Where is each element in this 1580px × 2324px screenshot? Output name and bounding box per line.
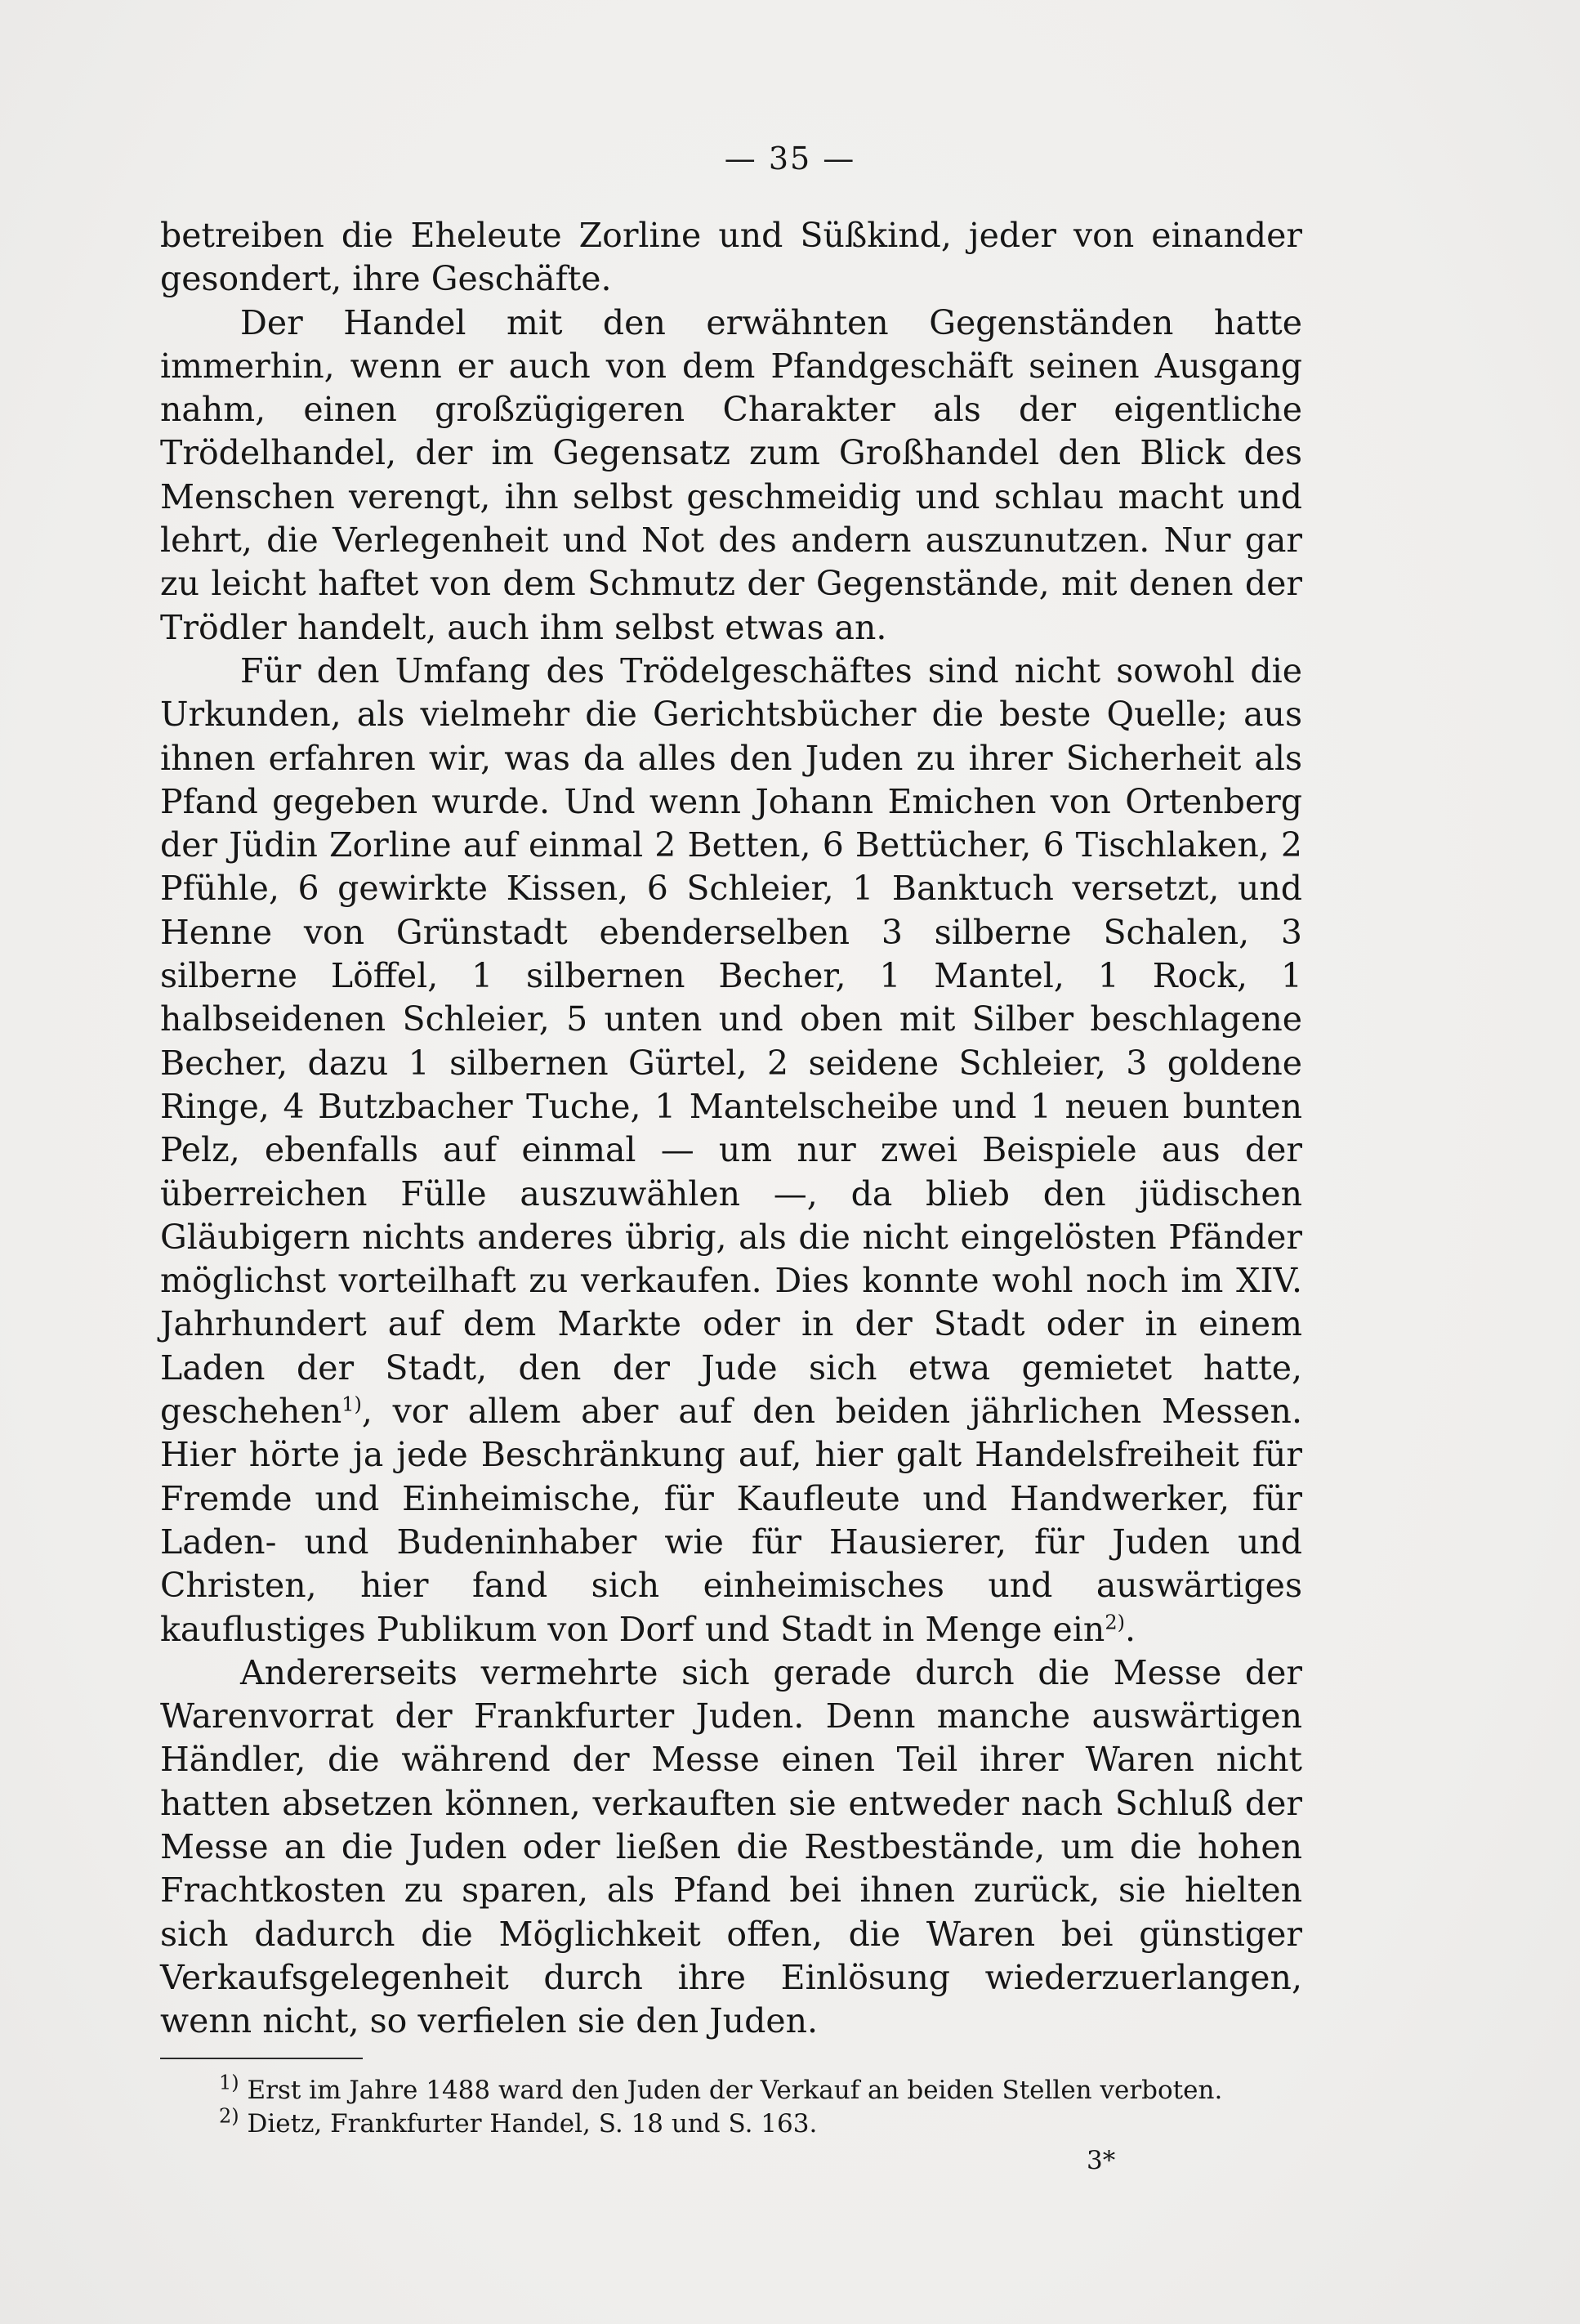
footnote-ref-2: 2) [1105, 1610, 1125, 1634]
paragraph-text: . [1124, 1609, 1136, 1649]
main-text [160, 214, 1302, 2043]
footnote-marker: 2) [219, 2104, 239, 2128]
paragraph-trade-character: Der Handel mit den erwähnten Gegenständen hatte immerhin, wenn er auch von dem Pfandgeschäft seinen Ausgang nahm, einen großzügigeren Charakter als der eigentliche Trödelhandel, der im Gegensatz zum Großhandel den Blick des Menschen verengt, ihn selbst geschmeidig und schlau macht und lehrt, die Verlegenheit und Not des andern auszunutzen. Nur gar zu leicht haftet von dem Schmutz der Gegenstände, mit denen der Trödler handelt, auch ihm selbst etwas an. [160, 302, 1302, 647]
footnote-marker: 1) [219, 2071, 239, 2094]
footnote-2 [160, 2104, 1302, 2141]
footnotes [160, 2071, 1302, 2141]
footnote-text: Dietz, Frankfurter Handel, S. 18 und S. 163. [247, 2109, 818, 2139]
paragraph-fair-stock: Andererseits vermehrte sich gerade durch die Messe der Warenvorrat der Frankfurter Juden. Denn manche auswärtigen Händler, die während der Messe einen Teil ihrer Waren nicht hatten absetzen können, verkauften sie entweder nach Schluß der Messe an die Juden oder ließen die Restbestände, um die hohen Frachtkosten zu sparen, als Pfand bei ihnen zurück, sie hielten sich dadurch die Möglichkeit offen, die Waren bei günstiger Verkaufsgelegenheit durch ihre Einlösung wiederzuerlangen, wenn nicht, so verfielen sie den Juden. [160, 1652, 1302, 2041]
footnote-1 [160, 2071, 1302, 2107]
footnote-divider [160, 2058, 363, 2059]
paragraph-continuation: betreiben die Eheleute Zorline und Süßkind, jeder von einander gesondert, ihre Geschäfte. [160, 216, 1302, 299]
paragraph-text: , vor allem aber auf den beiden jährlichen Messen. Hier hörte ja jede Beschränkung auf, hier galt Handelsfreiheit für Fremde und Einheimische, für Kaufleute und Handwerker, für Laden- und Budeninhaber wie für Hausierer, für Juden und Christen, hier fand sich einheimisches und auswärtiges kauflustiges Publikum von Dorf und Stadt in Menge ein [160, 1392, 1302, 1649]
signature-mark: 3* [1087, 2146, 1116, 2175]
paragraph-pawn-trade [160, 650, 1302, 1651]
page-number: — 35 — [724, 141, 856, 177]
paragraph-text: Für den Umfang des Trödelgeschäftes sind nicht sowohl die Urkunden, als vielmehr die Gerichtsbücher die beste Quelle; aus ihnen erfahren wir, was da alles den Juden zu ihrer Sicherheit als Pfand gegeben wurde. Und wenn Johann Emichen von Ortenberg der Jüdin Zorline auf einmal 2 Betten, 6 Bettücher, 6 Tischlaken, 2 Pfühle, 6 gewirkte Kissen, 6 Schleier, 1 Banktuch versetzt, und Henne von Grünstadt ebenderselben 3 silberne Schalen, 3 silberne Löffel, 1 silbernen Becher, 1 Mantel, 1 Rock, 1 halbseidenen Schleier, 5 unten und oben mit Silber beschlagene Becher, dazu 1 silbernen Gürtel, 2 seidene Schleier, 3 goldene Ringe, 4 Butzbacher Tuche, 1 Mantelscheibe und 1 neuen bunten Pelz, ebenfalls auf einmal — um nur zwei Beispiele aus der überreichen Fülle auszuwählen —, da blieb den jüdischen Gläubigern nichts anderes übrig, als die nicht eingelösten Pfänder möglichst vorteilhaft zu verkaufen. Dies konnte wohl noch im XIV. Jahrhundert auf dem Markte oder in der Stadt oder in einem Laden der Stadt, den der Jude sich etwa gemietet hatte, geschehen [160, 650, 1302, 1432]
footnote-ref-1: 1) [341, 1392, 362, 1416]
footnote-text: Erst im Jahre 1488 ward den Juden der Verkauf an beiden Stellen verboten. [247, 2076, 1223, 2105]
